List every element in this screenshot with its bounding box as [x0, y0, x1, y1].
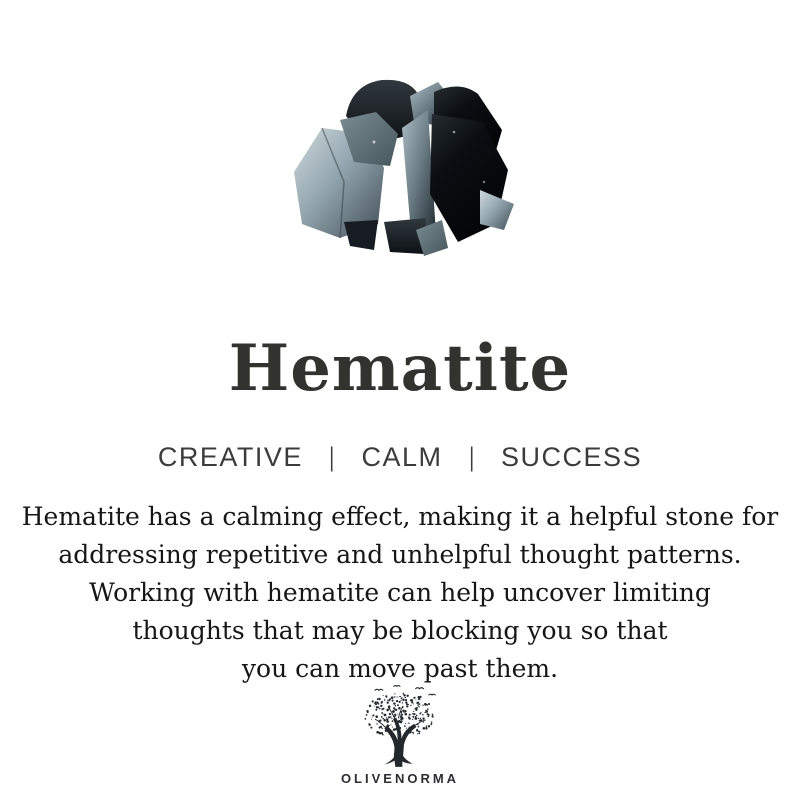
description-line: Hematite has a calming effect, making it a helpful stone for [21, 502, 779, 531]
brand-footer [0, 684, 800, 786]
description-line: you can move past them. [241, 654, 559, 683]
keyword-separator: | [468, 442, 475, 472]
hematite-crystal-image [284, 72, 516, 256]
description-line: thoughts that may be blocking you so that [132, 616, 668, 645]
birds-icon [375, 686, 435, 695]
keyword-separator: | [329, 442, 336, 472]
olive-tree-logo-icon [352, 684, 448, 770]
description-line: Working with hematite can help uncover limiting [89, 578, 711, 607]
description-line: addressing repetitive and unhelpful thought patterns. [58, 540, 742, 569]
keyword-strip [0, 442, 800, 473]
crystal-cluster-icon [284, 72, 516, 256]
description-paragraph [0, 498, 800, 688]
keyword-success: SUCCESS [501, 442, 643, 472]
keyword-calm: CALM [361, 442, 443, 472]
page-title: Hematite [228, 331, 572, 406]
brand-name: OLIVENORMA [340, 771, 460, 786]
keyword-creative: CREATIVE [157, 442, 303, 472]
